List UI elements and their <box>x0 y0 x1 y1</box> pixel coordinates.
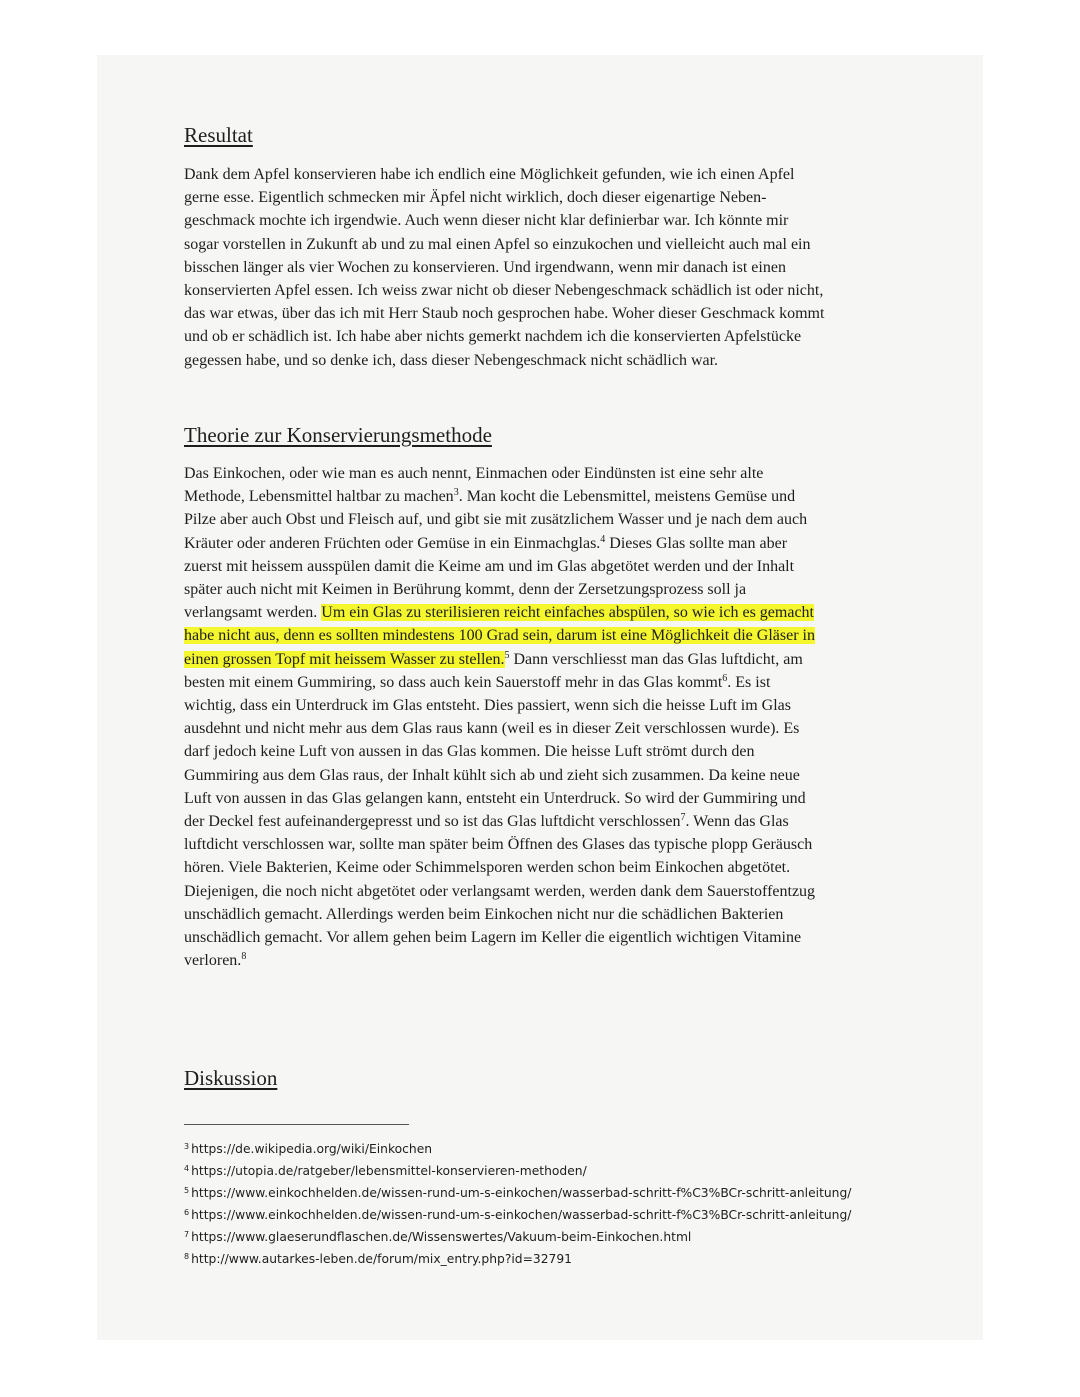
text-segment: verloren. <box>184 952 242 970</box>
text-line: geschmack mochte ich irgendwie. Auch wenn dieser nicht klar definierbar war. Ich könnte mir <box>184 212 789 230</box>
text-line: bisschen länger als vier Wochen zu konservieren. Und irgendwann, wenn mir danach ist einen <box>184 258 786 276</box>
text-line <box>184 624 924 647</box>
paragraph-resultat <box>184 163 924 372</box>
text-line: gerne esse. Eigentlich schmecken mir Äpfel nicht wirklich, doch dieser eigenartige Neben- <box>184 189 767 207</box>
paragraph-theorie <box>184 462 924 972</box>
text-segment: Dann verschliesst man das Glas luftdicht, am <box>509 650 803 668</box>
footnote-item <box>184 1203 944 1225</box>
text-line: Pilze aber auch Obst und Fleisch auf, und gibt sie mit zusätzlichem Wasser und je nach dem auch <box>184 511 808 529</box>
text-line <box>184 601 924 624</box>
text-segment: Dieses Glas sollte man aber <box>605 534 788 552</box>
text-segment: der Deckel fest aufeinandergepresst und so ist das Glas luftdicht verschlossen <box>184 813 681 831</box>
footnote-item <box>184 1247 944 1269</box>
footnote-item <box>184 1225 944 1247</box>
highlighted-text: einen grossen Topf mit heissem Wasser zu stellen. <box>184 650 505 668</box>
text-line: zuerst mit heissem ausspülen damit die Keime am und im Glas abgetötet werden und der Inhalt <box>184 557 795 575</box>
heading-diskussion: Diskussion <box>184 1066 278 1090</box>
text-line <box>184 532 924 555</box>
footnote-link[interactable]: https://www.glaeserundflaschen.de/Wissenswertes/Vakuum-beim-Einkochen.html <box>191 1230 692 1244</box>
text-line: unschädlich gemacht. Allerdings werden beim Einkochen nicht nur die schädlichen Bakterien <box>184 905 784 923</box>
text-segment: . Man kocht die Lebensmittel, meistens Gemüse und <box>458 488 796 506</box>
text-segment: Methode, Lebensmittel haltbar zu machen <box>184 488 454 506</box>
text-segment: Kräuter oder anderen Früchten oder Gemüse in ein Einmachglas. <box>184 534 601 552</box>
text-line: Gummiring aus dem Glas raus, der Inhalt kühlt sich ab und zieht sich zusammen. Da keine neue <box>184 766 800 784</box>
heading-theorie: Theorie zur Konservierungsmethode <box>184 423 492 447</box>
footnote-link[interactable]: https://www.einkochhelden.de/wissen-rund-um-s-einkochen/wasserbad-schritt-f%C3%BCr-schritt-anleitung/ <box>191 1208 852 1222</box>
footnote-link[interactable]: https://de.wikipedia.org/wiki/Einkochen <box>191 1142 433 1156</box>
highlighted-text: Um ein Glas zu sterilisieren reicht einfaches abspülen, so wie ich es gemacht <box>321 604 814 622</box>
text-segment: . Es ist <box>727 673 771 691</box>
text-line <box>184 485 924 508</box>
text-line: später auch nicht mit Keimen in Berührung kommt, denn der Zersetzungsprozess soll ja <box>184 581 747 599</box>
text-line: konservierten Apfel essen. Ich weiss zwar nicht ob dieser Nebengeschmack schädlich ist oder nicht, <box>184 282 824 300</box>
text-line <box>184 810 924 833</box>
text-line: Diejenigen, die noch nicht abgetötet oder verlangsamt werden, werden dank dem Sauerstoffentzug <box>184 882 816 900</box>
footnote-ref[interactable]: 5 <box>504 649 510 661</box>
text-line: gegessen habe, und so denke ich, dass dieser Nebengeschmack nicht schädlich war. <box>184 351 719 369</box>
text-segment: . Wenn das Glas <box>685 813 789 831</box>
text-line: Luft von aussen in das Glas gelangen kann, entsteht ein Unterdruck. So wird der Gummiring und <box>184 789 806 807</box>
footnote-link[interactable]: https://utopia.de/ratgeber/lebensmittel-konservieren-methoden/ <box>191 1164 587 1178</box>
footnote-ref[interactable]: 4 <box>600 533 606 545</box>
footnote-item <box>184 1159 944 1181</box>
footnote-item <box>184 1181 944 1203</box>
footnote-number: 8 <box>184 1252 190 1261</box>
footnote-link[interactable]: https://www.einkochhelden.de/wissen-rund-um-s-einkochen/wasserbad-schritt-f%C3%BCr-schritt-anleitung/ <box>191 1186 852 1200</box>
footnote-ref[interactable]: 7 <box>680 812 686 824</box>
footnote-number: 7 <box>184 1230 190 1239</box>
text-line: unschädlich gemacht. Vor allem gehen beim Lagern im Keller die eigentlich wichtigen Vitamine <box>184 929 802 947</box>
footnote-number: 5 <box>184 1186 190 1195</box>
footnote-separator <box>184 1124 409 1125</box>
text-line: luftdicht verschlossen war, sollte man später beim Öffnen des Glases das typische plopp Geräusch <box>184 836 813 854</box>
text-line <box>184 949 924 972</box>
text-line <box>184 648 924 671</box>
text-line <box>184 671 924 694</box>
footnote-ref[interactable]: 3 <box>453 487 459 499</box>
footnote-link[interactable]: http://www.autarkes-leben.de/forum/mix_entry.php?id=32791 <box>191 1252 573 1266</box>
footnote-item <box>184 1137 944 1159</box>
text-line: wichtig, dass ein Unterdruck im Glas entsteht. Dies passiert, wenn sich die heisse Luft im Glas <box>184 697 791 715</box>
footnote-number: 6 <box>184 1208 190 1217</box>
footnote-number: 4 <box>184 1164 190 1173</box>
text-line: das war etwas, über das ich mit Herr Staub noch gesprochen habe. Woher dieser Geschmack kommt <box>184 305 825 323</box>
text-line: hören. Viele Bakterien, Keime oder Schimmelsporen werden schon beim Einkochen abgetötet. <box>184 859 791 877</box>
text-line: ausdehnt und nicht mehr aus dem Glas raus kann (weil es in dieser Zeit verschlossen wurde). Es <box>184 720 800 738</box>
text-line: sogar vorstellen in Zukunft ab und zu mal einen Apfel so einzukochen und vielleicht auch mal ein <box>184 235 811 253</box>
footnote-number: 3 <box>184 1142 190 1151</box>
text-line: Das Einkochen, oder wie man es auch nennt, Einmachen oder Eindünsten ist eine sehr alte <box>184 465 764 482</box>
text-line: und ob er schädlich ist. Ich habe aber nichts gemerkt nachdem ich die konservierten Apfelstücke <box>184 328 802 346</box>
text-segment: besten mit einem Gummiring, so dass auch kein Sauerstoff mehr in das Glas kommt <box>184 673 723 691</box>
text-line: Dank dem Apfel konservieren habe ich endlich eine Möglichkeit gefunden, wie ich einen Apfel <box>184 166 795 183</box>
footnote-list <box>184 1137 944 1269</box>
highlighted-text: habe nicht aus, denn es sollten mindestens 100 Grad sein, darum ist eine Möglichkeit die Gläser in <box>184 627 815 645</box>
text-line: darf jedoch keine Luft von aussen in das Glas kommen. Die heisse Luft strömt durch den <box>184 743 755 761</box>
footnote-ref[interactable]: 6 <box>722 672 728 684</box>
text-segment: verlangsamt werden. <box>184 604 322 622</box>
footnote-ref[interactable]: 8 <box>241 951 247 963</box>
heading-resultat: Resultat <box>184 123 253 147</box>
